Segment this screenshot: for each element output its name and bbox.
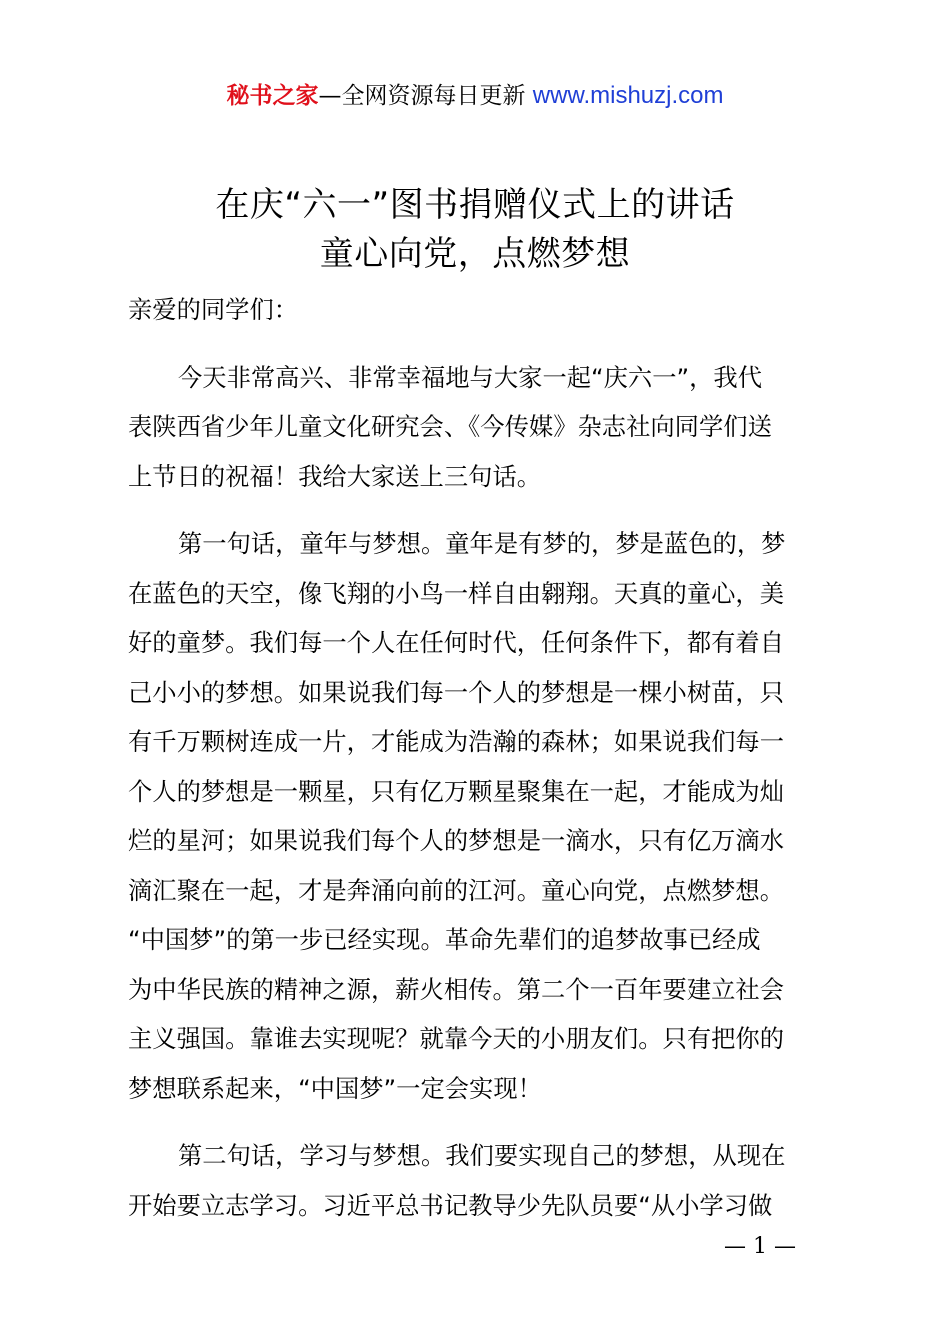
- paragraph-line: 为中华民族的精神之源，薪火相传。第二个一百年要建立社会: [128, 974, 785, 1004]
- paragraph-line: 烂的星河；如果说我们每个人的梦想是一滴水，只有亿万滴水: [128, 826, 785, 855]
- paragraph-line: 上节日的祝福！我给大家送上三句话。: [128, 461, 542, 491]
- site-url-link[interactable]: www.mishuzj.com: [532, 82, 724, 109]
- paragraph-line: 梦想联系起来，“中国梦”一定会实现！: [128, 1073, 542, 1103]
- paragraph-2: [128, 519, 832, 1113]
- paragraph-3: [128, 1131, 832, 1230]
- paragraph-line: 己小小的梦想。如果说我们每一个人的梦想是一棵小树苗，只: [128, 677, 785, 707]
- document-subtitle: 童心向党，点燃梦想: [319, 234, 631, 274]
- page-number: — 1 —: [724, 1234, 796, 1259]
- paragraph-line: 滴汇聚在一起，才是奔涌向前的江河。童心向党，点燃梦想。: [128, 875, 785, 905]
- paragraph-line: 好的童梦。我们每一个人在任何时代，任何条件下，都有着自: [128, 628, 785, 657]
- site-header: [0, 80, 950, 112]
- paragraph-line: 有千万颗树连成一片，才能成为浩瀚的森林；如果说我们每一: [128, 727, 785, 756]
- paragraph-line: 在蓝色的天空，像飞翔的小鸟一样自由翱翔。天真的童心，美: [128, 578, 785, 608]
- header-slogan: —全网资源每日更新: [318, 83, 526, 109]
- paragraph-line: 今天非常高兴、非常幸福地与大家一起“庆六一”，我代: [178, 362, 763, 392]
- paragraph-line: 第二句话，学习与梦想。我们要实现自己的梦想，从现在: [178, 1141, 786, 1170]
- paragraph-line: 开始要立志学习。习近平总书记教导少先队员要“从小学习做: [128, 1190, 773, 1220]
- paragraph-line: “中国梦”的第一步已经实现。革命先辈们的追梦故事已经成: [128, 925, 761, 954]
- paragraph-line: 第一句话，童年与梦想。童年是有梦的，梦是蓝色的，梦: [178, 529, 786, 558]
- salutation: 亲爱的同学们：: [128, 295, 299, 324]
- paragraph-1: [128, 353, 832, 502]
- document-title: 在庆“六一”图书捐赠仪式上的讲话: [215, 185, 735, 225]
- paragraph-line: 表陕西省少年儿童文化研究会、《今传媒》杂志社向同学们送: [128, 412, 772, 441]
- document-body: [128, 285, 832, 1230]
- paragraph-line: 个人的梦想是一颗星，只有亿万颗星聚集在一起，才能成为灿: [128, 776, 785, 806]
- brand-name: 秘书之家: [226, 83, 319, 109]
- paragraph-line: 主义强国。靠谁去实现呢？就靠今天的小朋友们。只有把你的: [128, 1024, 785, 1053]
